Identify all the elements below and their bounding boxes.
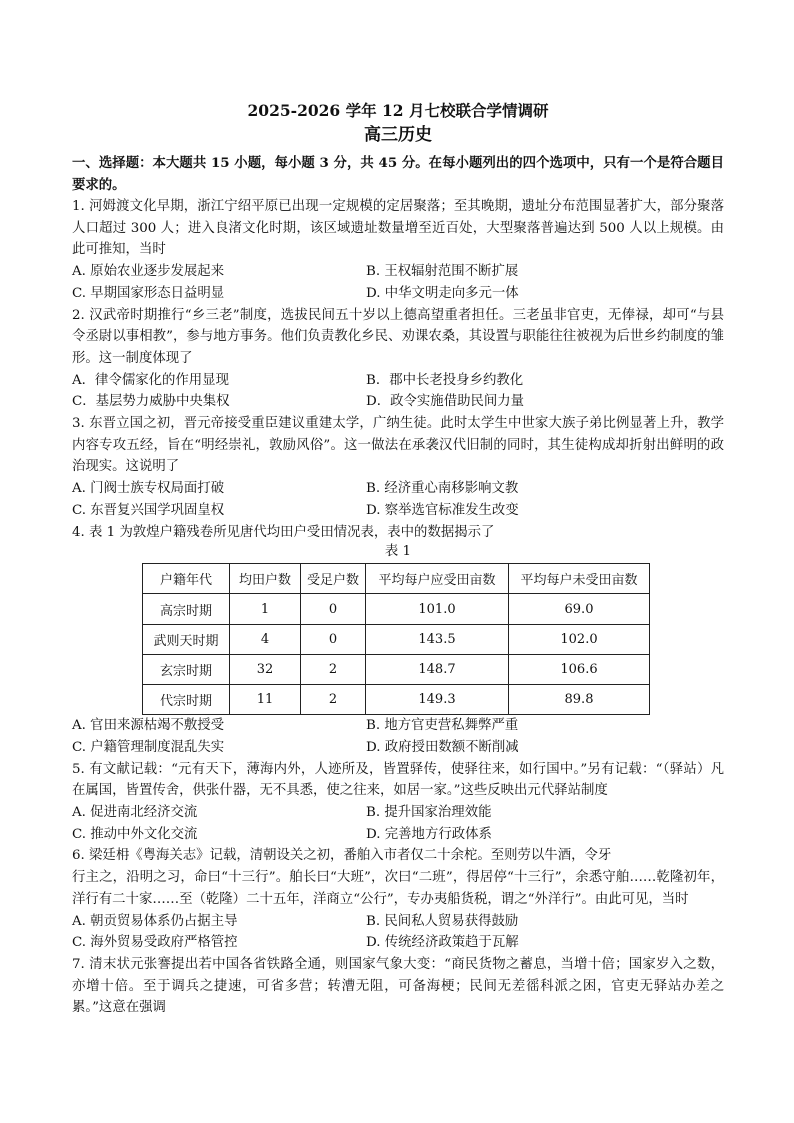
question-1 (72, 196, 724, 305)
table-row (143, 594, 650, 624)
question-stem: 1. 河姆渡文化早期，浙江宁绍平原已出现一定规模的定居聚落；至其晚期，遗址分布范围显著扩大，部分聚落人口超过 300 人；进入良渚文化时期，该区域遗址数量增至近百处，大型聚落普遍达到 500 人以上规模。由此可推知，当时 (72, 199, 724, 258)
option-a[interactable]: A. 门阀士族专权局面打破 (72, 481, 225, 497)
option-group (72, 802, 724, 845)
option-group (72, 911, 724, 954)
column-header: 平均每户应受田亩数 (366, 564, 509, 594)
table-cell: 89.8 (509, 685, 650, 715)
question-stem: 5. 有文献记载：“元有天下，薄海内外，人迹所及，皆置驿传，使驿往来，如行国中。”另有记载：“（驿站）凡在属国，皆置传舍，供张什器，无不具悉，使之往来，如居一家。”这些反映出元代驿站制度 (72, 761, 724, 799)
option-d[interactable]: D. 政府授田数额不断削减 (366, 739, 519, 755)
table-cell: 0 (301, 624, 366, 654)
option-b[interactable]: B. 提升国家治理效能 (366, 805, 492, 820)
column-header: 受足户数 (301, 564, 366, 594)
question-6 (72, 845, 724, 954)
table-cell: 2 (301, 654, 366, 684)
option-d[interactable]: D. 完善地方行政体系 (366, 826, 492, 842)
column-header: 平均每户未受田亩数 (509, 564, 650, 594)
table-cell: 玄宗时期 (143, 654, 230, 684)
option-d[interactable]: D．政令实施借助民间力量 (366, 394, 525, 410)
option-b[interactable]: B. 民间私人贸易获得鼓励 (366, 913, 519, 929)
table-cell: 武则天时期 (143, 624, 230, 654)
table-cell: 4 (230, 624, 301, 654)
column-header: 均田户数 (230, 564, 301, 594)
question-4 (72, 522, 724, 759)
option-c[interactable]: C. 海外贸易受政府严格管控 (72, 935, 238, 951)
question-5 (72, 759, 724, 846)
exam-title: 2025-2026 学年 12 月七校联合学情调研 (247, 101, 549, 120)
table-cell: 32 (230, 654, 301, 684)
table-cell: 69.0 (509, 594, 650, 624)
option-a[interactable]: A. 官田来源枯竭不敷授受 (72, 718, 225, 734)
option-c[interactable]: C. 户籍管理制度混乱失实 (72, 739, 225, 755)
question-7 (72, 954, 724, 1019)
table-cell: 102.0 (509, 624, 650, 654)
option-b[interactable]: B. 王权辐射范围不断扩展 (366, 264, 519, 280)
section-heading: 一、选择题：本大题共 15 小题，每小题 3 分，共 45 分。在每小题列出的四个选项中，只有一个是符合题目要求的。 (72, 155, 724, 193)
question-stem: 2. 汉武帝时期推行“乡三老”制度，选拔民间五十岁以上德高望重者担任。三老虽非官吏，无俸禄，却可“与县令丞尉以事相教”，参与地方事务。他们负责教化乡民、劝课农桑，其设置与职能往往被视为后世乡约制度的雏形。这一制度体现了 (72, 307, 724, 366)
table-header-row (143, 564, 650, 594)
table-cell: 2 (301, 685, 366, 715)
option-group (72, 370, 724, 413)
option-d[interactable]: D. 传统经济政策趋于瓦解 (366, 935, 519, 951)
table-cell: 代宗时期 (143, 685, 230, 715)
option-c[interactable]: C．基层势力威胁中央集权 (72, 394, 230, 410)
option-a[interactable]: A．律令儒家化的作用显现 (72, 372, 229, 388)
table-caption: 表 1 (384, 544, 412, 560)
option-group (72, 715, 724, 758)
option-c[interactable]: C. 早期国家形态日益明显 (72, 285, 225, 301)
table-cell: 106.6 (509, 654, 650, 684)
land-allocation-table (142, 563, 650, 715)
option-b[interactable]: B．郡中长老投身乡约教化 (366, 372, 524, 388)
question-stem-line-1: 6. 梁廷枏《粤海关志》记载，清朝设关之初，番舶入市者仅二十余柁。至则劳以牛酒，令牙 (72, 848, 612, 864)
table-cell: 高宗时期 (143, 594, 230, 624)
table-row (143, 654, 650, 684)
option-group (72, 478, 724, 521)
question-stem: 7. 清末状元张謇提出若中国各省铁路全通，则国家气象大变：“商民货物之蓄息，当增十倍；国家岁入之数，亦增十倍。至于调兵之捷速，可省多营；转漕无阻，可备海梗；民间无差徭科派之困，官吏无驿站办差之累。”这意在强调 (72, 956, 724, 1016)
option-d[interactable]: D. 中华文明走向多元一体 (366, 285, 519, 301)
table-cell: 0 (301, 594, 366, 624)
table-cell: 101.0 (366, 594, 509, 624)
table-cell: 11 (230, 685, 301, 715)
table-cell: 1 (230, 594, 301, 624)
question-stem: 4. 表 1 为敦煌户籍残卷所见唐代均田户受田情况表，表中的数据揭示了 (72, 524, 495, 540)
table-row (143, 624, 650, 654)
option-d[interactable]: D. 察举选官标准发生改变 (366, 502, 519, 518)
table-cell: 143.5 (366, 624, 509, 654)
question-2 (72, 305, 724, 414)
option-c[interactable]: C. 东晋复兴国学巩固皇权 (72, 502, 225, 518)
option-b[interactable]: B. 地方官吏营私舞弊严重 (366, 718, 519, 734)
question-3 (72, 413, 724, 522)
column-header: 户籍年代 (143, 564, 230, 594)
option-c[interactable]: C. 推动中外文化交流 (72, 826, 198, 842)
option-group (72, 261, 724, 304)
option-a[interactable]: A. 原始农业逐步发展起来 (72, 264, 225, 280)
option-a[interactable]: A. 促进南北经济交流 (72, 805, 198, 820)
table-cell: 148.7 (366, 654, 509, 684)
option-b[interactable]: B. 经济重心南移影响文教 (366, 481, 519, 497)
table-row (143, 685, 650, 715)
question-stem: 3. 东晋立国之初，晋元帝接受重臣建议重建太学，广纳生徒。此时太学生中世家大族子弟比例显著上升，教学内容专攻五经，旨在“明经崇礼，敦励风俗”。这一做法在承袭汉代旧制的同时，其生徒构成却折射出鲜明的政治现实。这说明了 (72, 416, 724, 475)
question-stem-line-2: 行主之，沿明之习，命曰“十三行”。舶长曰“大班”，次曰“二班”，得居停“十三行”，余悉守舶……乾隆初年，洋行有二十家……至（乾隆）二十五年，洋商立“公行”，专办夷船货税，谓之“外洋行”。由此可见，当时 (72, 870, 724, 907)
exam-subject: 高三历史 (364, 125, 432, 145)
table-cell: 149.3 (366, 685, 509, 715)
exam-page (72, 100, 724, 1019)
option-a[interactable]: A. 朝贡贸易体系仍占据主导 (72, 913, 238, 929)
